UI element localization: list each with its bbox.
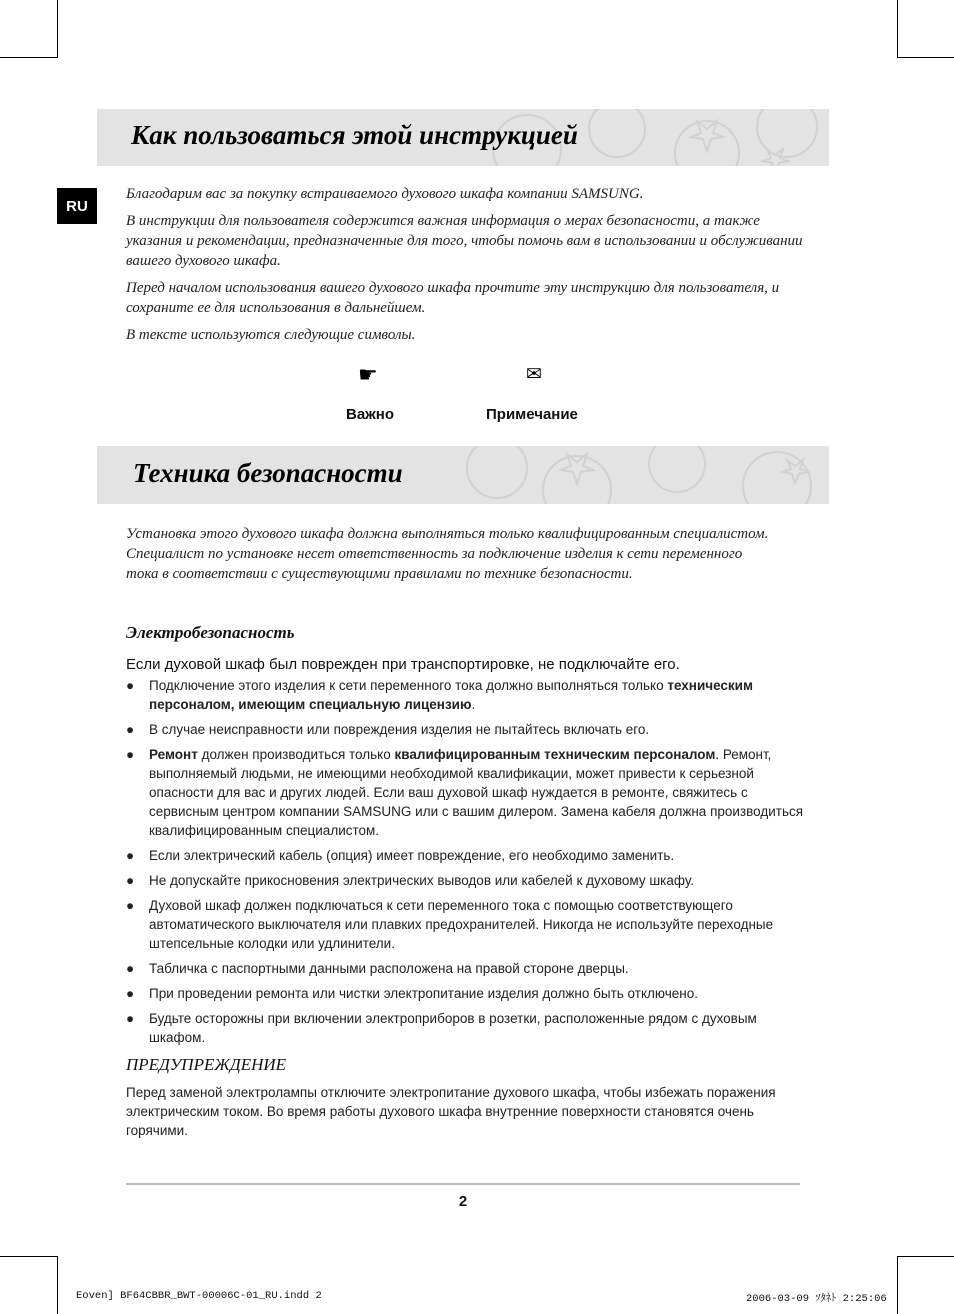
print-slug-left: Eoven] BF64CBBR_BWT-00006C-01_RU.indd 2: [76, 1290, 322, 1302]
list-item: [126, 984, 806, 1003]
intro-text: [126, 184, 806, 352]
bullet-icon: ●: [126, 961, 135, 976]
lead-sentence: Если духовой шкаф был поврежден при транспортировке, не подключайте его.: [126, 656, 680, 673]
section-title-safety: Техника безопасности: [133, 458, 403, 488]
bullet-text: Духовой шкаф должен подключаться к сети переменного тока с помощью соответствующего автоматического выключателя или плавких предохранителей. Никогда не используйте переходные штепсельные колодки или удлинители.: [149, 898, 774, 951]
symbol-label-note: Примечание: [486, 406, 578, 423]
section-header-band: [97, 446, 829, 504]
list-item: [126, 896, 806, 953]
section-title-how-to-use: Как пользоваться этой инструкцией: [131, 120, 578, 150]
bullet-icon: ●: [126, 678, 135, 693]
bullet-text: Если электрический кабель (опция) имеет повреждение, его необходимо заменить.: [149, 848, 675, 863]
bullet-text: В случае неисправности или повреждения изделия не пытайтесь включать его.: [149, 722, 650, 737]
crop-mark-bottom-right-v: [897, 1256, 898, 1314]
envelope-note-icon: ✉: [526, 364, 542, 385]
warning-heading: ПРЕДУПРЕЖДЕНИЕ: [126, 1055, 287, 1074]
list-item: [126, 1009, 806, 1047]
pointing-hand-icon: ☛: [358, 362, 378, 387]
bullet-icon: ●: [126, 1011, 135, 1026]
bullet-text: Будьте осторожны при включении электроприборов в розетки, расположенные рядом с духовым шкафом.: [149, 1011, 757, 1045]
crop-mark-top-left-h: [0, 57, 57, 58]
bullet-icon: ●: [126, 848, 135, 863]
bullet-text: . Ремонт, выполняемый людьми, не имеющими необходимой квалификации, может привести к серьезной опасности для вас и других людей. Если ваш духовой шкаф нуждается в ремонте, свяжитесь с сервисным центром компании SAMSUNG или с вашим дилером. Замена кабеля должна производиться квалифицированным специалистом.: [149, 747, 804, 838]
bullet-text-bold: техническим персоналом, имеющим специальную лицензию: [149, 678, 753, 712]
list-item: [126, 720, 806, 739]
bullet-text: Подключение этого изделия к сети переменного тока должно выполняться только: [149, 678, 668, 693]
crop-mark-bottom-left-v: [57, 1256, 58, 1314]
bullet-icon: ●: [126, 873, 135, 888]
list-item: [126, 676, 806, 714]
bullet-icon: ●: [126, 898, 135, 913]
bullet-icon: ●: [126, 722, 135, 737]
safety-bullet-list: [126, 676, 806, 1053]
warning-text: Перед заменой электролампы отключите электропитание духового шкафа, чтобы избежать поражения электрическим током. Во время работы духового шкафа внутренние поверхности становятся очень горячими.: [126, 1085, 776, 1138]
list-item: [126, 959, 806, 978]
crop-mark-top-right-h: [897, 57, 954, 58]
footer-divider: [126, 1183, 800, 1185]
bullet-icon: ●: [126, 747, 135, 762]
safety-intro-text: Установка этого духового шкафа должна выполняться только квалифицированным специалистом. Специалист по установке несет ответственность за подключение изделия к сети переменного тока в соответствии с существующими правилами по технике безопасности.: [126, 526, 769, 582]
crop-mark-bottom-left-h: [0, 1256, 57, 1257]
bullet-text: .: [471, 697, 476, 712]
bullet-icon: ●: [126, 986, 135, 1001]
bullet-text: Не допускайте прикосновения электрических выводов или кабелей к духовому шкафу.: [149, 873, 694, 888]
bullet-text-bold: Ремонт: [149, 747, 198, 762]
print-slug-right: 2006-03-09 ｿﾀﾈﾄ 2:25:06: [746, 1293, 887, 1305]
bullet-text: Табличка с паспортными данными расположена на правой стороне дверцы.: [149, 961, 629, 976]
symbol-label-important: Важно: [346, 406, 395, 423]
language-tab: RU: [57, 188, 97, 224]
intro-paragraph: В инструкции для пользователя содержится важная информация о мерах безопасности, а также указания и рекомендации, предназначенные для того, чтобы помочь вам в использовании и обслуживании вашего духового шкафа.: [126, 213, 803, 269]
electrical-safety-heading: Электробезопасность: [126, 623, 295, 642]
intro-paragraph: Благодарим вас за покупку встраиваемого духового шкафа компании SAMSUNG.: [126, 186, 644, 202]
section-header-band: [97, 109, 829, 166]
list-item: [126, 871, 806, 890]
bullet-text-bold: квалифицированным техническим персоналом: [394, 747, 716, 762]
crop-mark-top-left-v: [57, 0, 58, 58]
bullet-text: должен производиться только: [197, 747, 395, 762]
intro-paragraph: В тексте используются следующие символы.: [126, 327, 416, 343]
crop-mark-bottom-right-h: [897, 1256, 954, 1257]
list-item: [126, 745, 806, 840]
crop-mark-top-right-v: [897, 0, 898, 58]
bullet-text: При проведении ремонта или чистки электропитание изделия должно быть отключено.: [149, 986, 698, 1001]
list-item: [126, 846, 806, 865]
intro-paragraph: Перед началом использования вашего духового шкафа прочтите эту инструкцию для пользователя, и сохраните ее для использования в дальнейшем.: [126, 280, 780, 316]
page-number: 2: [458, 1193, 468, 1210]
